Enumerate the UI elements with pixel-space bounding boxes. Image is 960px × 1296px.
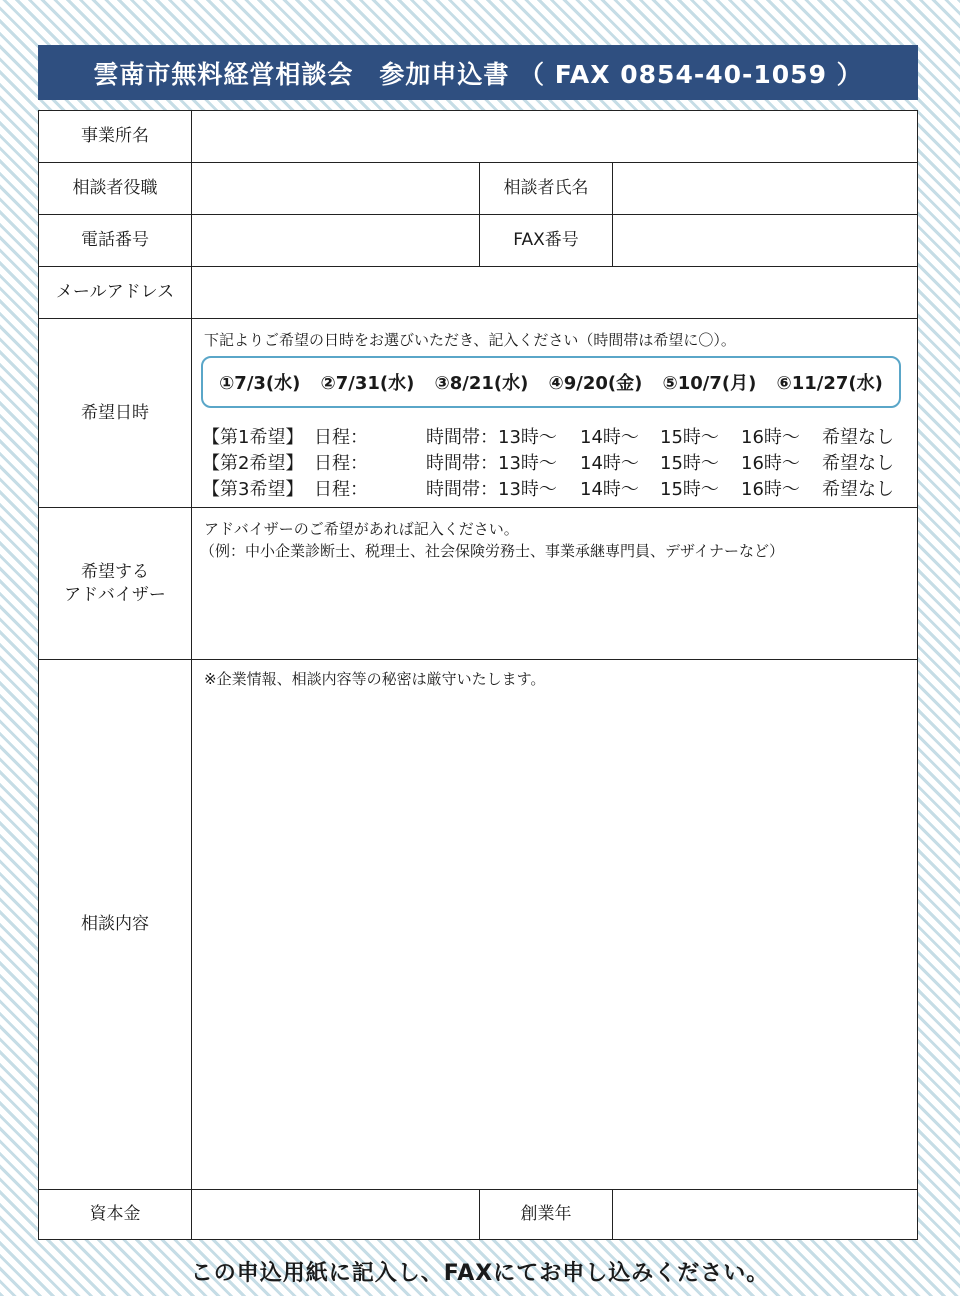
business-name-field[interactable] — [191, 111, 917, 162]
time-option-15[interactable]: 15時～ — [660, 453, 719, 474]
time-option-13[interactable]: 13時～ — [498, 427, 557, 448]
preference-row-2 — [202, 449, 912, 475]
date-option: ⑥11/27(水) — [776, 373, 883, 394]
consultant-position-field[interactable] — [191, 163, 479, 214]
time-option-16[interactable]: 16時～ — [741, 427, 800, 448]
time-option-none[interactable]: 希望なし — [822, 427, 894, 448]
time-option-15[interactable]: 15時～ — [660, 479, 719, 500]
consultation-label: 相談内容 — [81, 914, 149, 935]
time-option-13[interactable]: 13時～ — [498, 479, 557, 500]
advisor-label-line1: 希望する — [81, 561, 149, 582]
preference-row-3 — [202, 475, 912, 501]
date-option: ②7/31(水) — [320, 373, 415, 394]
available-dates-box — [201, 356, 901, 408]
time-option-none[interactable]: 希望なし — [822, 479, 894, 500]
advisor-instruction: アドバイザーのご希望があれば記入ください。 — [204, 520, 519, 538]
time-option-14[interactable]: 14時～ — [580, 427, 639, 448]
consultant-name-label: 相談者氏名 — [479, 163, 612, 214]
row-consultation — [39, 660, 917, 1190]
datetime-instruction: 下記よりご希望の日時をお選びいただき、記入ください（時間帯は希望に〇）。 — [204, 331, 736, 349]
date-option: ④9/20(金) — [548, 373, 643, 394]
business-name-label: 事業所名 — [81, 126, 149, 147]
fax-field[interactable] — [612, 215, 917, 266]
application-form — [38, 110, 918, 1240]
row-business-name — [39, 111, 917, 163]
schedule-label: 日程： — [314, 453, 368, 474]
time-option-none[interactable]: 希望なし — [822, 453, 894, 474]
phone-label: 電話番号 — [81, 230, 149, 251]
time-slot-label: 時間帯： — [426, 453, 498, 474]
capital-field[interactable] — [191, 1190, 479, 1239]
schedule-label: 日程： — [314, 427, 368, 448]
consultation-field[interactable] — [191, 660, 917, 1189]
time-option-13[interactable]: 13時～ — [498, 453, 557, 474]
row-advisor — [39, 508, 917, 660]
fax-label: FAX番号 — [479, 215, 612, 266]
time-slot-label: 時間帯： — [426, 427, 498, 448]
date-option: ①7/3(水) — [219, 373, 301, 394]
founded-label: 創業年 — [479, 1190, 612, 1239]
capital-label: 資本金 — [89, 1204, 141, 1225]
row-preferred-datetime — [39, 319, 917, 508]
advisor-label-line2: アドバイザー — [64, 584, 166, 605]
form-title: 雲南市無料経営相談会 参加申込書 （ FAX 0854-40-1059 ） — [38, 45, 918, 100]
advisor-example: （例：中小企業診断士、税理士、社会保険労務士、事業承継専門員、デザイナーなど） — [200, 542, 784, 560]
schedule-label: 日程： — [314, 479, 368, 500]
preference-label: 【第2希望】 — [202, 453, 304, 474]
phone-field[interactable] — [191, 215, 479, 266]
advisor-label — [39, 508, 191, 659]
preferred-datetime-content — [191, 319, 917, 507]
consultant-name-field[interactable] — [612, 163, 917, 214]
consultant-position-label: 相談者役職 — [72, 178, 158, 199]
time-option-15[interactable]: 15時～ — [660, 427, 719, 448]
confidentiality-note: ※企業情報、相談内容等の秘密は厳守いたします。 — [204, 670, 546, 688]
row-capital-founded — [39, 1190, 917, 1239]
row-phone-fax — [39, 215, 917, 267]
date-option: ③8/21(水) — [434, 373, 529, 394]
preference-row-1 — [202, 423, 912, 449]
advisor-field[interactable] — [191, 508, 917, 659]
time-option-16[interactable]: 16時～ — [741, 453, 800, 474]
row-consultant — [39, 163, 917, 215]
preferred-datetime-label: 希望日時 — [81, 402, 149, 423]
preference-label: 【第3希望】 — [202, 479, 304, 500]
email-field[interactable] — [191, 267, 917, 318]
date-option: ⑤10/7(月) — [662, 373, 757, 394]
time-option-14[interactable]: 14時～ — [580, 479, 639, 500]
time-option-16[interactable]: 16時～ — [741, 479, 800, 500]
row-email — [39, 267, 917, 319]
founded-field[interactable] — [612, 1190, 917, 1239]
time-slot-label: 時間帯： — [426, 479, 498, 500]
email-label: メールアドレス — [55, 282, 175, 303]
footer-instruction: この申込用紙に記入し、FAXにてお申し込みください。 — [190, 1261, 770, 1286]
time-option-14[interactable]: 14時～ — [580, 453, 639, 474]
preference-label: 【第1希望】 — [202, 427, 304, 448]
